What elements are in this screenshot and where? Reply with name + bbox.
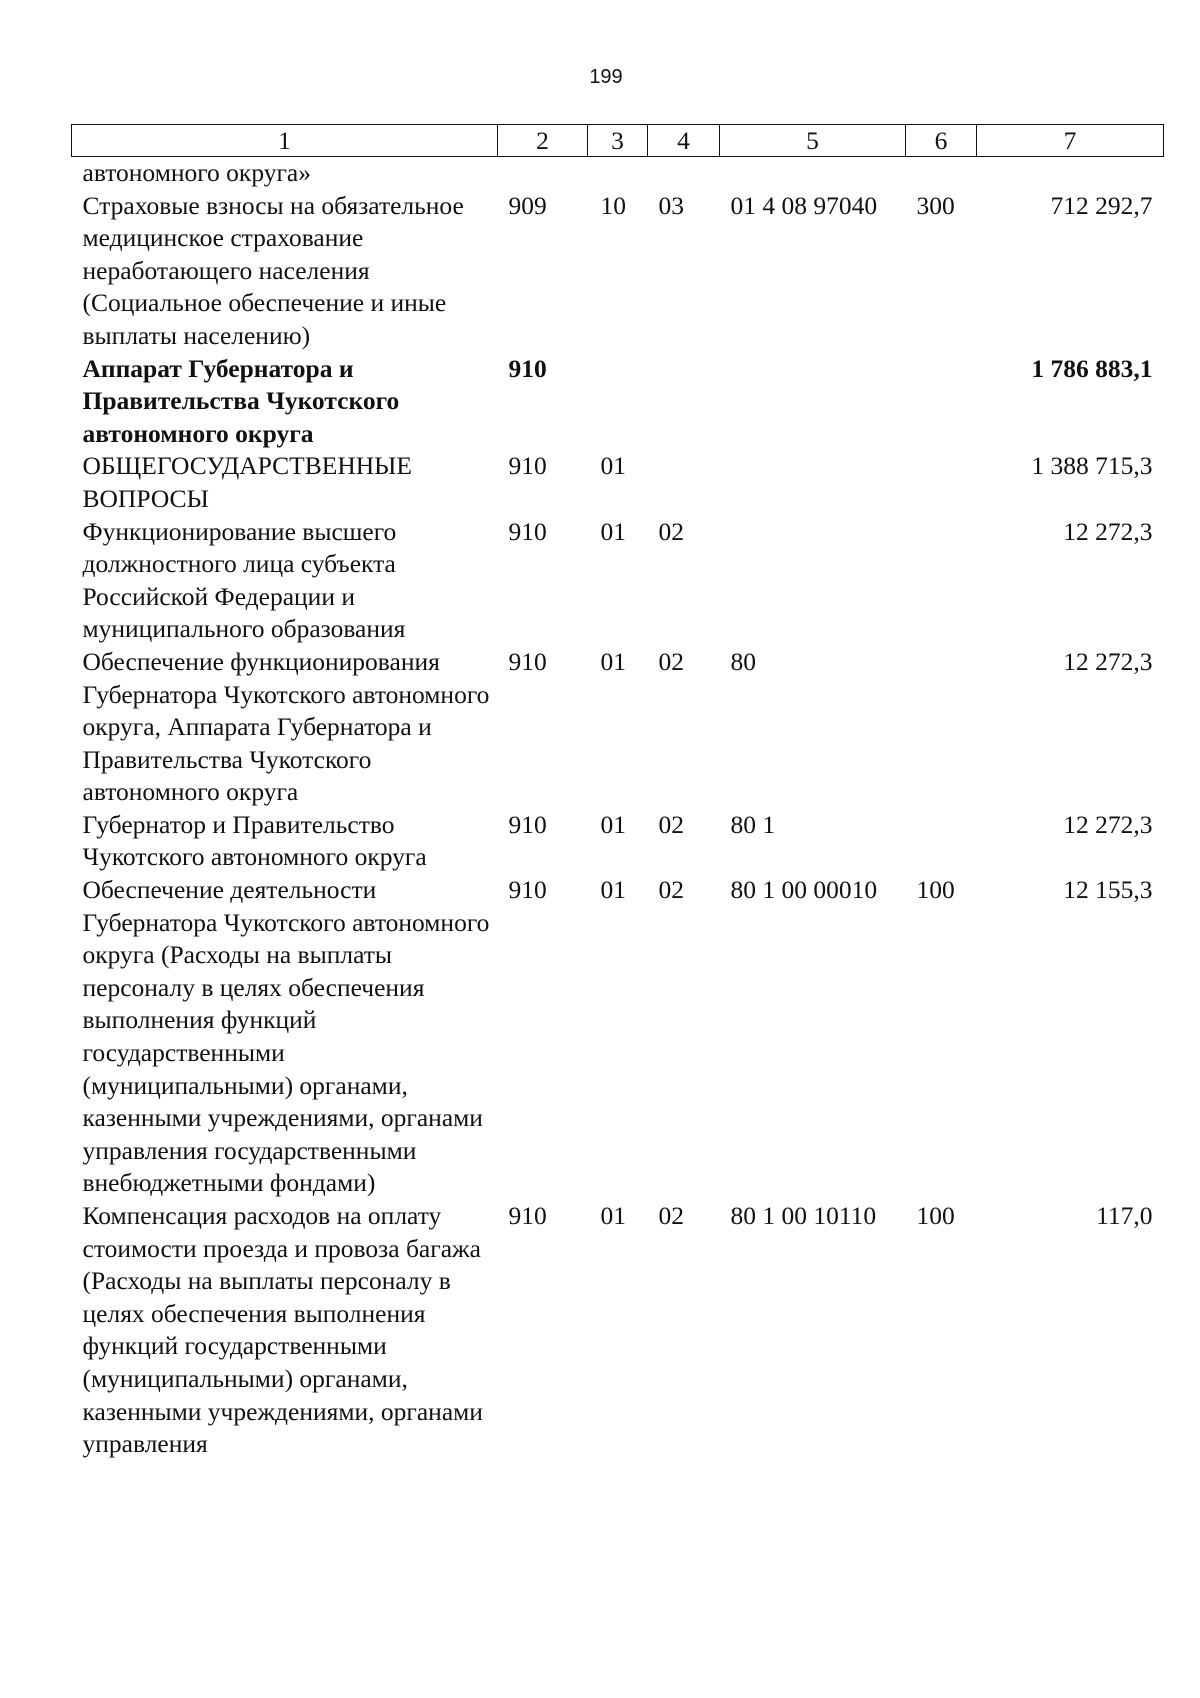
row-subsection-cell xyxy=(648,157,720,190)
row-code-cell: 910 xyxy=(508,516,547,546)
row-name-cell: Обеспечение функционирования Губернатора Чукотского автономного округа, Аппарата Губернатора и Правительства Чукотского автономного округа xyxy=(82,646,490,807)
header-cell-7: 7 xyxy=(977,125,1164,157)
row-code-cell: 909 xyxy=(508,190,547,220)
row-expense-type-cell: 100 xyxy=(916,875,955,905)
row-section-cell: 10 xyxy=(600,190,626,220)
row-target-article-cell: 01 4 08 97040 xyxy=(730,190,878,220)
row-subsection-cell xyxy=(648,450,720,515)
row-amount-cell: 12 272,3 xyxy=(1063,516,1153,546)
row-target-article-cell xyxy=(720,516,906,646)
header-cell-4: 4 xyxy=(648,125,720,157)
row-amount-cell: 117,0 xyxy=(1096,1201,1153,1230)
row-code-cell: 910 xyxy=(508,353,547,383)
table-row xyxy=(72,646,1164,809)
header-row xyxy=(72,125,1164,157)
row-expense-type-cell xyxy=(906,646,977,809)
row-section-cell xyxy=(588,157,648,190)
row-code-cell xyxy=(498,157,588,190)
row-code-cell: 910 xyxy=(508,809,547,839)
row-section-cell: 01 xyxy=(600,875,626,905)
row-amount-cell: 1 388 715,3 xyxy=(1031,451,1153,481)
table-row xyxy=(72,353,1164,451)
row-name-cell: Компенсация расходов на оплату стоимости проезда и провоза багажа (Расходы на выплаты персоналу в целях обеспечения выполнения функций государственными (муниципальными) органами, казенными учреждениями, органами управления xyxy=(82,1201,483,1459)
row-target-article-cell: 80 1 00 00010 xyxy=(730,875,878,905)
table-row xyxy=(72,874,1164,1200)
row-expense-type-cell xyxy=(906,809,977,874)
row-target-article-cell: 80 xyxy=(730,646,756,676)
row-subsection-cell: 03 xyxy=(658,190,684,220)
budget-table xyxy=(71,124,1164,1461)
header-cell-2: 2 xyxy=(498,125,588,157)
row-expense-type-cell: 100 xyxy=(916,1201,955,1230)
row-name-cell: автономного округа» xyxy=(82,158,312,187)
row-name-cell: Обеспечение деятельности Губернатора Чукотского автономного округа (Расходы на выплаты персоналу в целях обеспечения выполнения функций государственными (муниципальными) органами, казенными учреждениями, органами управления государственными внебюджетными фондами) xyxy=(82,875,490,1198)
row-name-cell: Функционирование высшего должностного лица субъекта Российской Федерации и муниципального образования xyxy=(82,516,406,644)
row-subsection-cell: 02 xyxy=(658,646,684,676)
row-subsection-cell: 02 xyxy=(658,516,684,546)
row-section-cell: 01 xyxy=(600,1201,626,1230)
row-code-cell: 910 xyxy=(508,646,547,676)
row-expense-type-cell xyxy=(906,516,977,646)
row-target-article-cell xyxy=(720,353,906,451)
row-expense-type-cell xyxy=(906,353,977,451)
row-code-cell: 910 xyxy=(508,1201,547,1230)
row-name-cell: ОБЩЕГОСУДАРСТВЕННЫЕ ВОПРОСЫ xyxy=(82,451,412,513)
header-cell-5: 5 xyxy=(720,125,906,157)
row-subsection-cell: 02 xyxy=(658,1201,684,1230)
row-amount-cell: 1 786 883,1 xyxy=(1031,353,1153,383)
row-subsection-cell: 02 xyxy=(658,875,684,905)
header-cell-1: 1 xyxy=(72,125,498,157)
header-cell-3: 3 xyxy=(588,125,648,157)
page-number: 199 xyxy=(589,66,623,88)
row-code-cell: 910 xyxy=(508,875,547,905)
row-target-article-cell: 80 1 xyxy=(730,809,776,839)
row-section-cell: 01 xyxy=(600,451,626,481)
row-amount-cell: 12 155,3 xyxy=(1063,875,1153,905)
table-row xyxy=(72,157,1164,190)
row-name-cell: Губернатор и Правительство Чукотского автономного округа xyxy=(82,809,427,872)
table-row xyxy=(72,516,1164,646)
row-name-cell: Аппарат Губернатора и Правительства Чукотского автономного округа xyxy=(82,353,400,448)
row-section-cell xyxy=(588,353,648,451)
table-row xyxy=(72,1200,1164,1461)
row-amount-cell: 712 292,7 xyxy=(1050,190,1153,220)
budget-table-container xyxy=(71,124,1163,1461)
row-code-cell: 910 xyxy=(508,451,547,481)
table-body xyxy=(72,157,1164,1461)
row-name-cell: Страховые взносы на обязательное медицинское страхование неработающего населения (Социальное обеспечение и иные выплаты населению) xyxy=(82,190,464,350)
table-row xyxy=(72,450,1164,515)
row-amount-cell xyxy=(977,157,1164,190)
row-target-article-cell: 80 1 00 10110 xyxy=(730,1201,877,1230)
row-target-article-cell xyxy=(720,157,906,190)
row-target-article-cell xyxy=(720,450,906,515)
row-section-cell: 01 xyxy=(600,516,626,546)
row-expense-type-cell xyxy=(906,157,977,190)
row-amount-cell: 12 272,3 xyxy=(1063,646,1153,676)
row-section-cell: 01 xyxy=(600,646,626,676)
row-subsection-cell xyxy=(648,353,720,451)
table-row xyxy=(72,190,1164,353)
row-expense-type-cell xyxy=(906,450,977,515)
row-amount-cell: 12 272,3 xyxy=(1063,809,1153,839)
table-header xyxy=(72,125,1164,157)
table-row xyxy=(72,809,1164,874)
row-expense-type-cell: 300 xyxy=(916,190,955,220)
header-cell-6: 6 xyxy=(906,125,977,157)
row-section-cell: 01 xyxy=(600,809,626,839)
row-subsection-cell: 02 xyxy=(658,809,684,839)
